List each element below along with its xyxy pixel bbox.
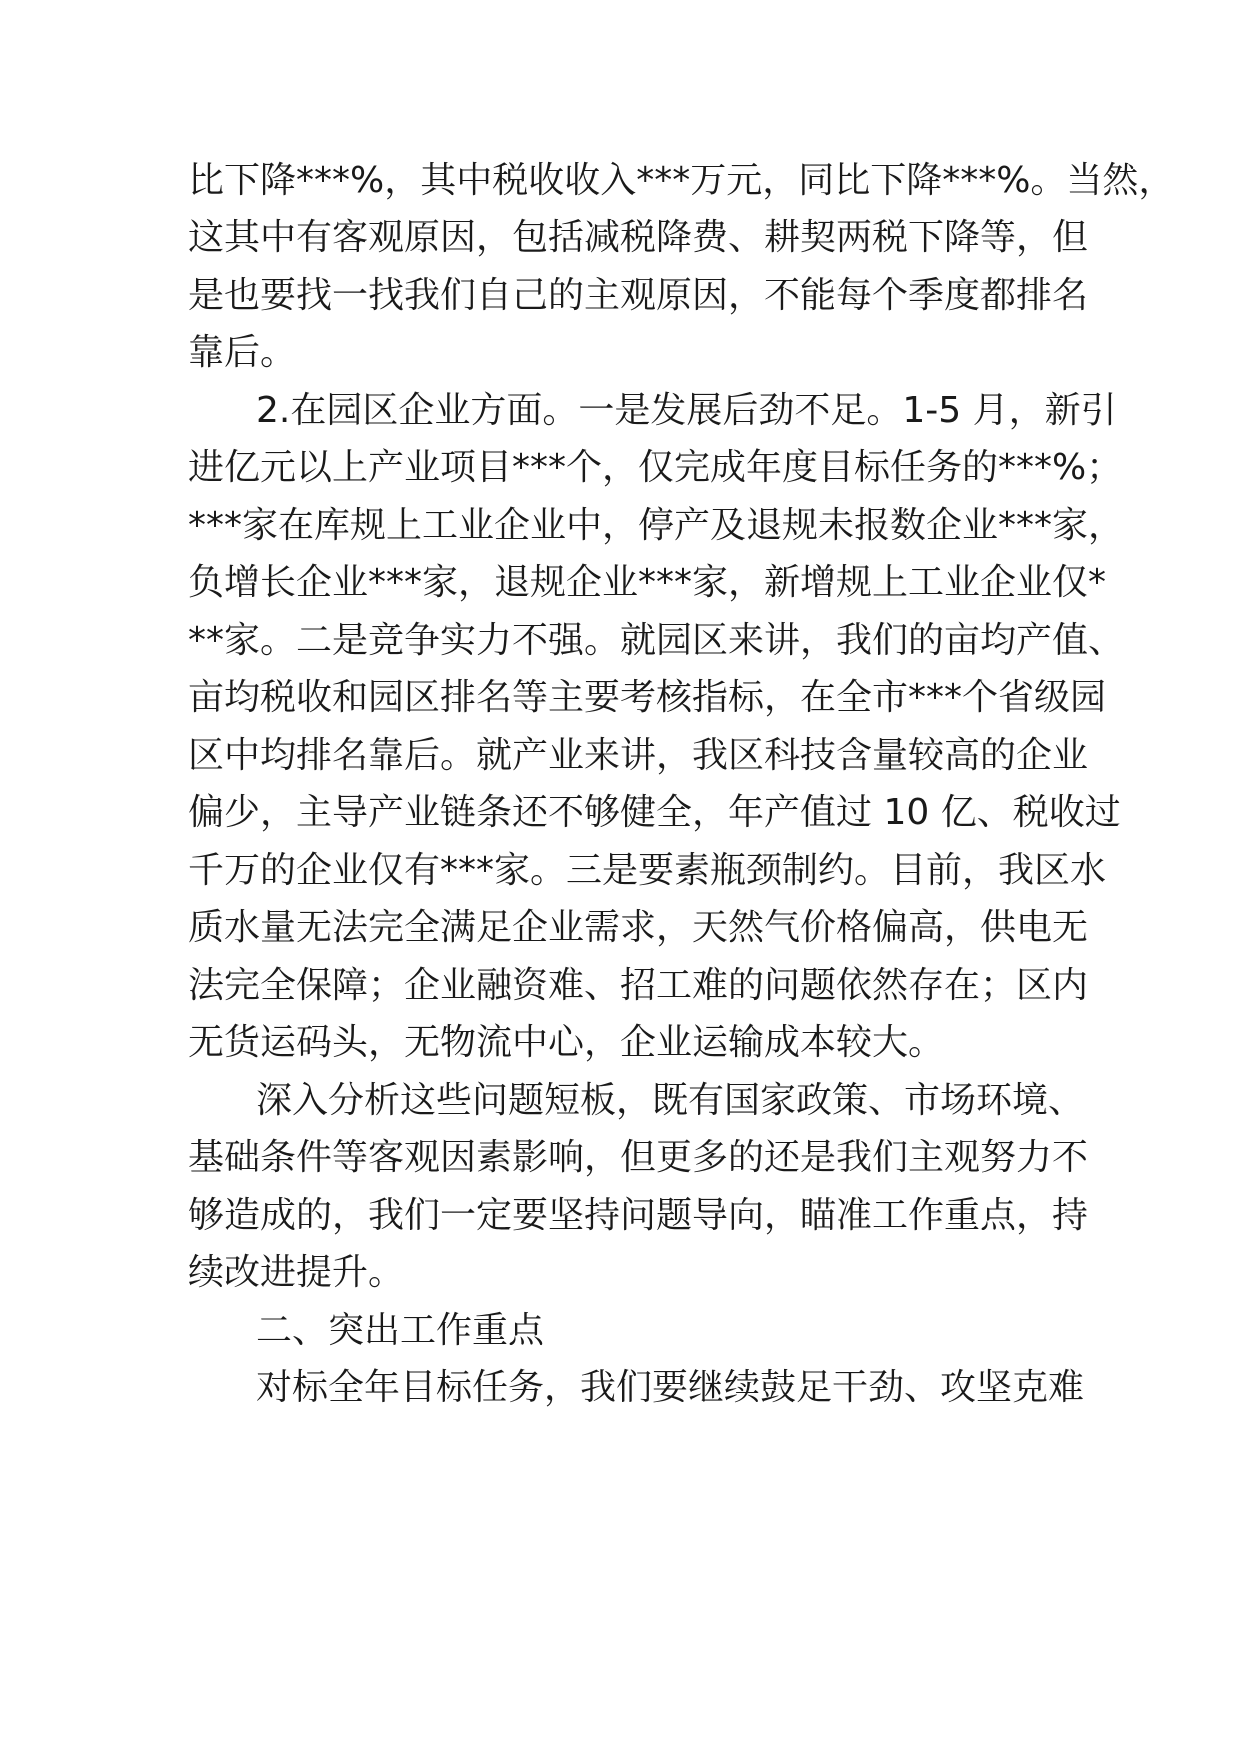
text-line: 偏少，主导产业链条还不够健全，年产值过 10 亿、税收过	[188, 792, 1121, 833]
text-line: 千万的企业仅有***家。三是要素瓶颈制约。目前，我区水	[188, 850, 1107, 891]
text-line: 够造成的，我们一定要坚持问题导向，瞄准工作重点，持	[188, 1195, 1089, 1236]
text-line: 法完全保障；企业融资难、招工难的问题依然存在；区内	[188, 965, 1089, 1006]
section-heading: 二、突出工作重点	[256, 1310, 545, 1351]
text-line: 这其中有客观原因，包括减税降费、耕契两税下降等，但	[188, 217, 1089, 258]
text-line: 比下降***%，其中税收收入***万元，同比下降***%。当然，	[188, 160, 1175, 201]
text-line: 靠后。	[188, 332, 297, 373]
text-line: ***家在库规上工业企业中，停产及退规未报数企业***家，	[188, 505, 1125, 546]
text-line: 是也要找一找我们自己的主观原因，不能每个季度都排名	[188, 275, 1089, 316]
text-line: 负增长企业***家，退规企业***家，新增规上工业企业仅*	[188, 562, 1107, 603]
paragraph-start: 深入分析这些问题短板，既有国家政策、市场环境、	[256, 1080, 1085, 1121]
text-line: 基础条件等客观因素影响，但更多的还是我们主观努力不	[188, 1137, 1089, 1178]
text-line: 区中均排名靠后。就产业来讲，我区科技含量较高的企业	[188, 735, 1089, 776]
text-line: 进亿元以上产业项目***个，仅完成年度目标任务的***%；	[188, 447, 1123, 488]
text-line: 续改进提升。	[188, 1252, 405, 1293]
text-line: **家。二是竞争实力不强。就园区来讲，我们的亩均产值、	[188, 620, 1125, 661]
text-line: 无货运码头，无物流中心，企业运输成本较大。	[188, 1022, 945, 1063]
paragraph-start: 2.在园区企业方面。一是发展后劲不足。1-5 月，新引	[256, 390, 1117, 431]
paragraph-start: 对标全年目标任务，我们要继续鼓足干劲、攻坚克难	[256, 1367, 1085, 1408]
text-line: 亩均税收和园区排名等主要考核指标，在全市***个省级园	[188, 677, 1107, 718]
text-line: 质水量无法完全满足企业需求，天然气价格偏高，供电无	[188, 907, 1089, 948]
